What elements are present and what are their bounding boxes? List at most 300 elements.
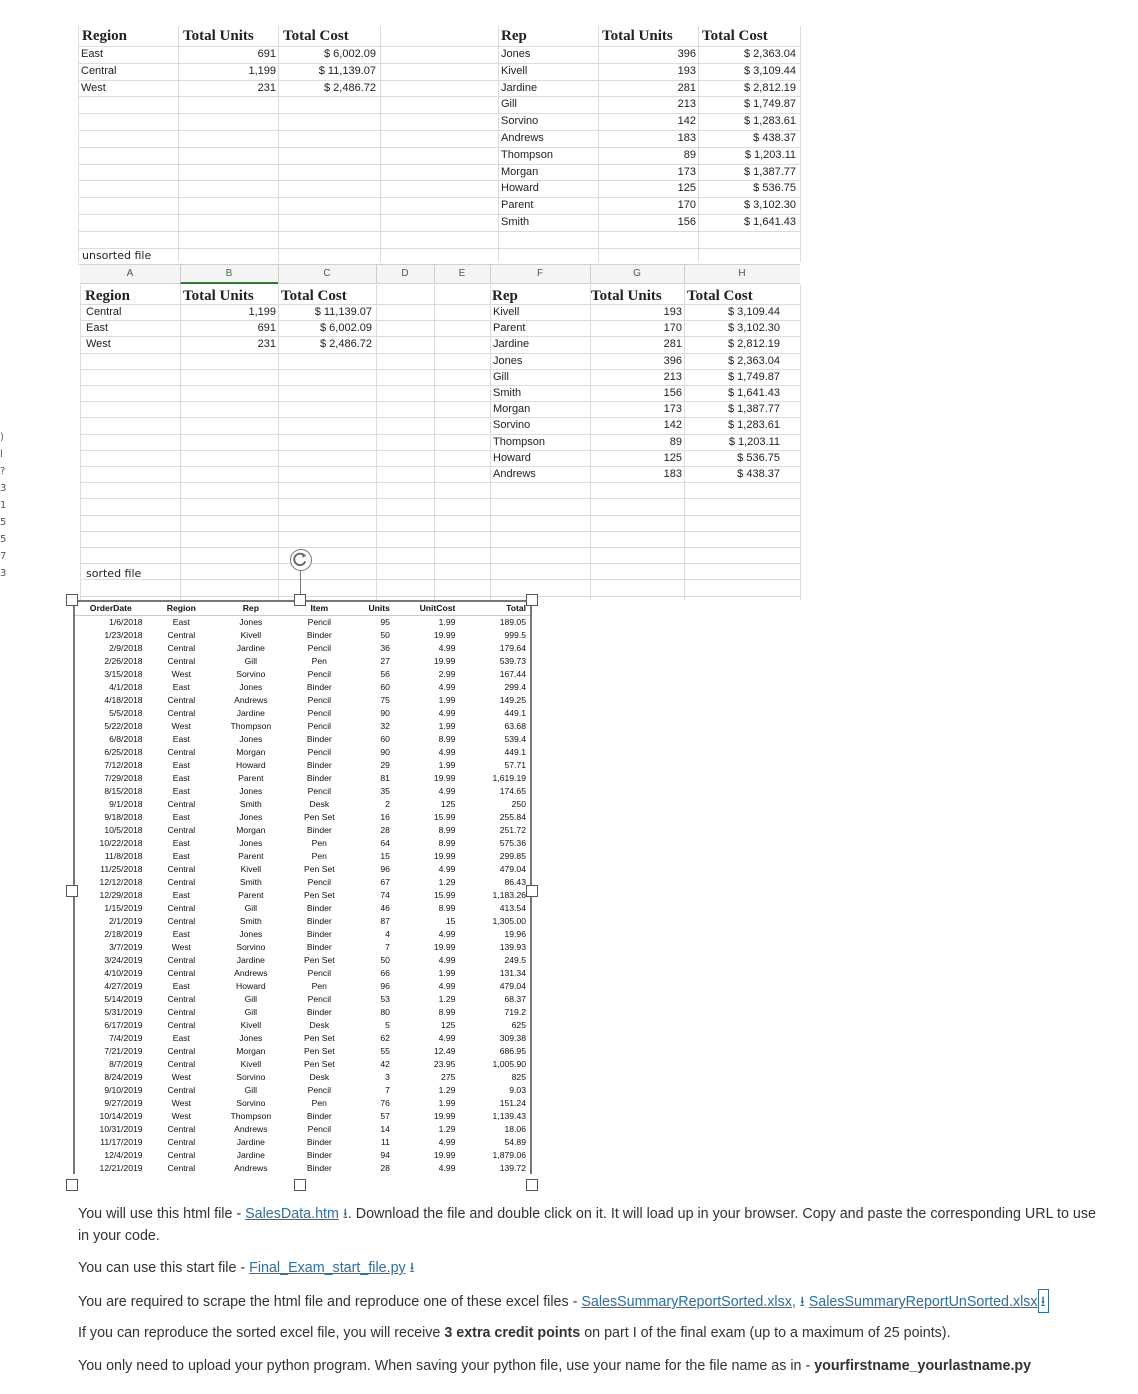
table-cell: 87 bbox=[380, 915, 390, 926]
table-cell: East bbox=[172, 733, 190, 744]
table-cell: 10/31/2019 bbox=[99, 1123, 143, 1134]
download-arrow-icon[interactable]: ⭳ bbox=[409, 1259, 415, 1275]
resize-handle-tr[interactable] bbox=[526, 594, 538, 606]
table-cell: Pen bbox=[311, 837, 327, 848]
table-cell: Binder bbox=[286, 1161, 353, 1174]
grid-row-line bbox=[78, 248, 800, 249]
table-row bbox=[75, 719, 530, 732]
table-cell: 4/18/2018 bbox=[75, 693, 147, 706]
grid-row-line bbox=[80, 320, 800, 321]
column-header-e[interactable]: E bbox=[458, 268, 466, 279]
grid-row-line bbox=[78, 46, 800, 47]
table-row bbox=[75, 992, 530, 1005]
table-row bbox=[75, 1083, 530, 1096]
rep-cost-cell: $ 1,283.61 bbox=[744, 115, 796, 128]
grid-col-line bbox=[498, 26, 499, 262]
p1-text-post: . Download the file and double click on it. It will load up in your browser. Copy and paste the corresponding URL to use in your code. bbox=[78, 1206, 1096, 1244]
row-number-stub: 1 bbox=[0, 500, 7, 511]
table-cell: 23.95 bbox=[394, 1057, 459, 1070]
table-cell: Pencil bbox=[286, 641, 353, 654]
region-header-2: Region bbox=[85, 288, 130, 304]
rep-units-cell: 89 bbox=[669, 435, 682, 448]
grid-row-line bbox=[78, 214, 800, 215]
row-number-stub: ? bbox=[0, 466, 6, 477]
table-cell: Andrews bbox=[234, 1123, 268, 1134]
salesdata-link[interactable]: SalesData.htm bbox=[245, 1206, 339, 1222]
table-cell: Pen bbox=[311, 655, 327, 666]
column-divider bbox=[434, 265, 435, 283]
rep-units-cell: 213 bbox=[677, 98, 696, 111]
table-cell: West bbox=[147, 1109, 217, 1122]
table-cell: Smith bbox=[216, 875, 286, 888]
table-cell: Central bbox=[167, 1045, 196, 1056]
table-cell: 9/27/2019 bbox=[104, 1097, 143, 1108]
table-cell: 8/24/2019 bbox=[104, 1071, 143, 1082]
table-cell: 9/1/2018 bbox=[75, 797, 147, 810]
table-cell: 275 bbox=[441, 1071, 456, 1082]
region-cost-cell: $ 2,486.72 bbox=[324, 81, 376, 94]
region-name-cell: East bbox=[86, 322, 109, 335]
grid-col-line bbox=[278, 26, 279, 262]
rep-units-cell: 396 bbox=[677, 48, 696, 60]
table-cell: 6/8/2018 bbox=[109, 733, 143, 744]
table-cell: Pencil bbox=[286, 1083, 353, 1096]
rep-cost-header: Total Cost bbox=[702, 28, 768, 44]
table-row bbox=[75, 667, 530, 680]
region-units-cell: 691 bbox=[257, 322, 276, 335]
rep-cost-cell: $ 1,749.87 bbox=[744, 98, 796, 111]
rep-name-cell: Jardine bbox=[501, 81, 538, 94]
rep-units-cell: 281 bbox=[677, 81, 696, 94]
p3-text: You are required to scrape the html file and reproduce one of these excel files - bbox=[78, 1294, 582, 1310]
grid-row-line bbox=[78, 164, 800, 165]
table-row bbox=[75, 1070, 530, 1083]
table-cell: Morgan bbox=[216, 823, 286, 836]
table-cell: Pencil bbox=[307, 785, 332, 796]
table-cell: Central bbox=[147, 901, 217, 914]
table-cell: 7 bbox=[385, 941, 390, 952]
region-cost-cell: $ 11,139.07 bbox=[318, 64, 376, 77]
table-cell: 686.95 bbox=[499, 1045, 526, 1056]
table-cell: 125 bbox=[394, 797, 459, 810]
table-cell: 9.03 bbox=[459, 1083, 530, 1096]
column-header-d[interactable]: D bbox=[401, 268, 409, 279]
rep-name-cell: Kivell bbox=[493, 306, 520, 318]
rep-cost-cell: $ 1,387.77 bbox=[744, 165, 796, 178]
table-cell: 75 bbox=[353, 693, 394, 706]
table-row bbox=[75, 1044, 530, 1057]
resize-handle-br[interactable] bbox=[526, 1179, 538, 1191]
table-cell: 251.72 bbox=[459, 823, 530, 836]
download-arrow-icon[interactable]: ⭳ bbox=[799, 1293, 805, 1309]
rep-units-cell: 213 bbox=[663, 370, 682, 383]
table-cell: Binder bbox=[286, 771, 353, 784]
rep-units-cell: 142 bbox=[677, 115, 696, 128]
table-row bbox=[75, 979, 530, 992]
table-cell: 125 bbox=[441, 1019, 456, 1030]
table-cell: Pencil bbox=[286, 875, 353, 888]
table-cell: 12/21/2019 bbox=[75, 1161, 147, 1174]
sales-data-table bbox=[75, 602, 530, 1174]
table-cell: 28 bbox=[353, 823, 394, 836]
table-cell: 4.99 bbox=[438, 863, 456, 874]
table-cell: East bbox=[172, 759, 190, 770]
table-cell: Binder bbox=[286, 1109, 353, 1122]
table-row bbox=[75, 641, 530, 654]
table-cell: 479.04 bbox=[499, 863, 526, 874]
column-header-b[interactable]: B bbox=[180, 268, 278, 284]
table-cell: Smith bbox=[216, 797, 286, 810]
rep-units-cell: 142 bbox=[663, 419, 682, 432]
grid-row-line bbox=[80, 466, 800, 467]
rep-cost-cell: $ 438.37 bbox=[737, 468, 780, 480]
table-cell: 6/17/2019 bbox=[104, 1019, 143, 1030]
grid-row-line bbox=[80, 547, 800, 548]
table-cell: Andrews bbox=[234, 967, 268, 978]
rep-name-cell: Thompson bbox=[493, 435, 545, 448]
table-cell: 32 bbox=[353, 719, 394, 732]
table-cell: Pen Set bbox=[304, 889, 335, 900]
table-cell: Central bbox=[147, 745, 217, 758]
table-cell: 1.99 bbox=[394, 693, 459, 706]
column-header-f[interactable]: F bbox=[536, 268, 544, 279]
table-cell: Pencil bbox=[307, 967, 332, 978]
grid-row-line bbox=[80, 385, 800, 386]
grid-row-line bbox=[78, 197, 800, 198]
table-cell: 6/25/2018 bbox=[75, 745, 147, 758]
table-cell: Jones bbox=[239, 785, 263, 796]
table-cell: 15 bbox=[445, 915, 456, 926]
table-cell: 76 bbox=[380, 1097, 390, 1108]
table-cell: Pen bbox=[286, 979, 353, 992]
table-cell: Howard bbox=[216, 979, 286, 992]
table-cell: Binder bbox=[306, 915, 332, 926]
table-cell: Jones bbox=[216, 927, 286, 940]
column-header-g[interactable]: G bbox=[633, 268, 641, 279]
table-cell: Sorvino bbox=[236, 941, 266, 952]
table-cell: West bbox=[147, 667, 217, 680]
extra-credit-bold: 3 extra credit points bbox=[444, 1325, 581, 1341]
rep-name-cell: Andrews bbox=[501, 132, 544, 144]
table-row bbox=[75, 1148, 530, 1161]
table-cell: Parent bbox=[216, 771, 286, 784]
grid-row-line bbox=[78, 96, 800, 97]
table-cell: 5/22/2018 bbox=[75, 719, 147, 732]
table-cell: Morgan bbox=[216, 745, 286, 758]
grid-row-line bbox=[78, 130, 800, 131]
table-cell: 11/17/2019 bbox=[75, 1135, 147, 1148]
row-number-stub: ) bbox=[0, 432, 4, 443]
row-stubs bbox=[0, 432, 10, 592]
resize-handle-tc[interactable] bbox=[294, 594, 306, 606]
region-units-cell: 1,199 bbox=[248, 306, 276, 318]
table-cell: 19.99 bbox=[394, 771, 459, 784]
grid-row-line bbox=[80, 369, 800, 370]
instruction-reproduce bbox=[78, 1289, 1108, 1313]
start-file-link[interactable]: Final_Exam_start_file.py bbox=[249, 1260, 406, 1276]
table-cell: Smith bbox=[239, 915, 262, 926]
grid-col-line bbox=[178, 26, 179, 262]
table-cell: Sorvino bbox=[216, 667, 286, 680]
table-cell: 10/5/2018 bbox=[75, 823, 147, 836]
region-header: Region bbox=[82, 28, 127, 44]
resize-handle-bl[interactable] bbox=[66, 1179, 78, 1191]
download-arrow-icon[interactable]: ⭳ bbox=[342, 1205, 348, 1221]
sales-data-table-image[interactable] bbox=[73, 600, 532, 1174]
table-cell: 4.99 bbox=[394, 1135, 459, 1148]
table-cell: Sorvino bbox=[236, 1097, 266, 1108]
table-cell: 36 bbox=[353, 641, 394, 654]
unsorted-caption: unsorted file bbox=[82, 249, 152, 262]
table-row bbox=[75, 810, 530, 823]
table-cell: Pen Set bbox=[304, 811, 335, 822]
rep-units-cell: 183 bbox=[677, 132, 696, 144]
table-cell: 1.99 bbox=[394, 615, 459, 628]
column-divider bbox=[590, 265, 591, 283]
filename-bold: yourfirstname_yourlastname.py bbox=[814, 1358, 1032, 1374]
table-cell: Kivell bbox=[240, 1019, 262, 1030]
grid-row-line bbox=[78, 147, 800, 148]
table-cell: Central bbox=[167, 993, 196, 1004]
p2-text: You can use this start file - bbox=[78, 1260, 250, 1276]
table-cell: 1/23/2018 bbox=[104, 629, 143, 640]
grid-row-line bbox=[80, 579, 800, 580]
table-cell: 139.93 bbox=[499, 941, 526, 952]
rep-units-header-2: Total Units bbox=[591, 288, 662, 304]
table-cell: East bbox=[147, 927, 217, 940]
table-cell: East bbox=[147, 1031, 217, 1044]
unsorted-xlsx-link[interactable]: SalesSummaryReportUnSorted.xlsx bbox=[808, 1294, 1038, 1310]
rep-header-2: Rep bbox=[492, 288, 518, 304]
table-cell: 149.25 bbox=[459, 693, 530, 706]
region-name-cell: West bbox=[86, 338, 111, 351]
sales-header-region: Region bbox=[147, 602, 217, 615]
table-cell: 94 bbox=[380, 1149, 390, 1160]
table-cell: 60 bbox=[380, 733, 390, 744]
table-cell: 131.34 bbox=[499, 967, 526, 978]
table-cell: 5 bbox=[385, 1019, 390, 1030]
table-cell: Jones bbox=[239, 681, 263, 692]
table-cell: Central bbox=[167, 863, 196, 874]
resize-handle-tl[interactable] bbox=[66, 594, 78, 606]
download-arrow-icon[interactable]: ⭳ bbox=[1038, 1289, 1049, 1313]
table-cell: 8.99 bbox=[438, 733, 456, 744]
rep-units-cell: 170 bbox=[663, 322, 682, 335]
resize-handle-mr[interactable] bbox=[526, 885, 538, 897]
rep-cost-cell: $ 2,363.04 bbox=[744, 48, 796, 60]
table-cell: Pen Set bbox=[304, 1045, 335, 1056]
rep-name-cell: Morgan bbox=[501, 165, 539, 178]
rep-units-cell: 125 bbox=[677, 182, 696, 195]
table-cell: 54.89 bbox=[459, 1135, 530, 1148]
rep-name-cell: Jones bbox=[501, 48, 531, 60]
table-cell: 56 bbox=[353, 667, 394, 680]
rep-cost-header-2: Total Cost bbox=[687, 288, 753, 304]
table-cell: 4.99 bbox=[394, 953, 459, 966]
rep-name-cell: Sorvino bbox=[501, 115, 539, 128]
grid-row-line bbox=[80, 417, 800, 418]
table-cell: 8.99 bbox=[394, 823, 459, 836]
p1-text: You will use this html file - bbox=[78, 1206, 246, 1222]
refresh-icon[interactable] bbox=[290, 549, 312, 571]
table-cell: Central bbox=[147, 875, 217, 888]
table-cell: 1.99 bbox=[394, 719, 459, 732]
table-cell: Thompson bbox=[216, 719, 286, 732]
row-number-stub: 5 bbox=[0, 517, 7, 528]
grid-row-line bbox=[80, 482, 800, 483]
sales-header-item: Item bbox=[286, 602, 353, 615]
table-cell: Kivell bbox=[216, 1057, 286, 1070]
table-cell: 15.99 bbox=[433, 889, 456, 900]
table-cell: Central bbox=[147, 693, 217, 706]
column-header-a[interactable]: A bbox=[126, 268, 134, 279]
row-number-stub: 3 bbox=[0, 483, 7, 494]
column-header-c[interactable]: C bbox=[323, 268, 331, 279]
table-cell: Central bbox=[167, 707, 196, 718]
table-cell: East bbox=[147, 979, 217, 992]
table-row bbox=[75, 1031, 530, 1044]
table-cell: Pen Set bbox=[286, 1057, 353, 1070]
rep-cost-cell: $ 3,109.44 bbox=[744, 64, 796, 77]
table-cell: 12/29/2018 bbox=[99, 889, 143, 900]
table-cell: Central bbox=[167, 1019, 196, 1030]
table-cell: Pencil bbox=[286, 667, 353, 680]
total-cost-header: Total Cost bbox=[283, 28, 349, 44]
table-cell: 539.4 bbox=[504, 733, 526, 744]
table-cell: 96 bbox=[353, 979, 394, 992]
table-cell: 12/4/2019 bbox=[104, 1149, 143, 1160]
table-cell: 4.99 bbox=[394, 745, 459, 758]
table-cell: 4.99 bbox=[394, 927, 459, 940]
table-cell: 449.1 bbox=[459, 745, 530, 758]
grid-row-line bbox=[80, 498, 800, 499]
table-cell: Sorvino bbox=[236, 1071, 266, 1082]
table-cell: 249.5 bbox=[459, 953, 530, 966]
table-cell: 19.99 bbox=[433, 1149, 456, 1160]
region-name-cell: Central bbox=[81, 64, 117, 77]
table-cell: Desk bbox=[309, 1071, 330, 1082]
table-cell: 81 bbox=[353, 771, 394, 784]
region-units-cell: 1,199 bbox=[248, 64, 276, 77]
table-cell: 46 bbox=[353, 901, 394, 914]
table-cell: Jardine bbox=[216, 953, 286, 966]
table-cell: Central bbox=[167, 629, 196, 640]
table-cell: Central bbox=[147, 1135, 217, 1148]
table-cell: 1/6/2018 bbox=[75, 615, 147, 628]
p4-text: If you can reproduce the sorted excel file, you will receive bbox=[78, 1325, 445, 1341]
table-cell: East bbox=[172, 681, 190, 692]
table-cell: 62 bbox=[353, 1031, 394, 1044]
rep-name-cell: Sorvino bbox=[493, 419, 531, 432]
table-cell: 7 bbox=[353, 1083, 394, 1096]
region-units-cell: 231 bbox=[257, 338, 276, 351]
table-cell: 825 bbox=[511, 1071, 526, 1082]
table-row bbox=[75, 654, 530, 667]
rep-name-cell: Smith bbox=[493, 387, 522, 399]
table-cell: 28 bbox=[353, 1161, 394, 1174]
table-cell: 4.99 bbox=[394, 1161, 459, 1174]
table-cell: Central bbox=[147, 641, 217, 654]
region-cost-cell: $ 6,002.09 bbox=[324, 48, 376, 60]
column-divider bbox=[490, 265, 491, 283]
rep-units-cell: 173 bbox=[677, 165, 696, 178]
column-header-h[interactable]: H bbox=[738, 268, 746, 279]
table-cell: 255.84 bbox=[499, 811, 526, 822]
table-cell: 8.99 bbox=[438, 837, 456, 848]
rep-cost-cell: $ 1,641.43 bbox=[728, 387, 780, 399]
row-number-stub: l bbox=[0, 449, 3, 460]
rep-name-cell: Thompson bbox=[501, 148, 553, 161]
table-cell: 3 bbox=[385, 1071, 390, 1082]
rep-units-header: Total Units bbox=[602, 28, 673, 44]
table-cell: 309.38 bbox=[459, 1031, 530, 1044]
table-cell: Howard bbox=[236, 759, 266, 770]
rep-cost-cell: $ 1,641.43 bbox=[744, 216, 796, 228]
sales-header-orderdate: OrderDate bbox=[75, 602, 147, 615]
grid-col-line bbox=[800, 285, 801, 600]
resize-handle-bc[interactable] bbox=[294, 1179, 306, 1191]
table-cell: East bbox=[147, 849, 217, 862]
rep-cost-cell: $ 3,109.44 bbox=[728, 306, 780, 318]
table-cell: 12/12/2018 bbox=[75, 875, 147, 888]
table-row bbox=[75, 1005, 530, 1018]
table-cell: 151.24 bbox=[499, 1097, 526, 1108]
table-cell: 4.99 bbox=[394, 1031, 459, 1044]
table-cell: 12.49 bbox=[433, 1045, 456, 1056]
table-cell: 27 bbox=[380, 655, 390, 666]
column-divider bbox=[684, 265, 685, 283]
table-cell: 86.43 bbox=[459, 875, 530, 888]
table-cell: 1,879.06 bbox=[492, 1149, 526, 1160]
grid-col-line bbox=[380, 26, 381, 262]
table-cell: 1,305.00 bbox=[492, 915, 526, 926]
table-row bbox=[75, 745, 530, 758]
table-cell: 4.99 bbox=[438, 785, 456, 796]
table-cell: Jones bbox=[239, 811, 263, 822]
table-cell: 1.29 bbox=[438, 1123, 456, 1134]
rep-name-cell: Gill bbox=[501, 98, 517, 111]
total-units-header-2: Total Units bbox=[183, 288, 254, 304]
table-cell: 2/26/2018 bbox=[104, 655, 143, 666]
table-row bbox=[75, 1122, 530, 1135]
table-cell: Binder bbox=[286, 901, 353, 914]
rep-cost-cell: $ 3,102.30 bbox=[744, 199, 796, 212]
table-cell: 1.99 bbox=[438, 967, 456, 978]
table-cell: 139.72 bbox=[459, 1161, 530, 1174]
grid-row-line bbox=[78, 113, 800, 114]
table-cell: 2.99 bbox=[394, 667, 459, 680]
table-cell: 95 bbox=[353, 615, 394, 628]
grid-col-line bbox=[434, 285, 435, 600]
table-cell: 719.2 bbox=[459, 1005, 530, 1018]
row-number-stub: 7 bbox=[0, 551, 7, 562]
sorted-xlsx-link[interactable]: SalesSummaryReportSorted.xlsx, bbox=[581, 1294, 796, 1310]
table-cell: 10/14/2019 bbox=[75, 1109, 147, 1122]
sales-header-rep: Rep bbox=[216, 602, 286, 615]
table-row bbox=[75, 1018, 530, 1031]
column-divider bbox=[180, 265, 181, 283]
table-cell: 1/15/2019 bbox=[75, 901, 147, 914]
table-cell: Central bbox=[147, 953, 217, 966]
table-row bbox=[75, 1135, 530, 1148]
total-cost-header-2: Total Cost bbox=[281, 288, 347, 304]
rep-name-cell: Smith bbox=[501, 216, 530, 228]
region-units-cell: 691 bbox=[257, 48, 276, 60]
table-row bbox=[75, 836, 530, 849]
resize-handle-ml[interactable] bbox=[66, 885, 78, 897]
table-cell: Central bbox=[167, 655, 196, 666]
table-cell: Gill bbox=[244, 655, 258, 666]
